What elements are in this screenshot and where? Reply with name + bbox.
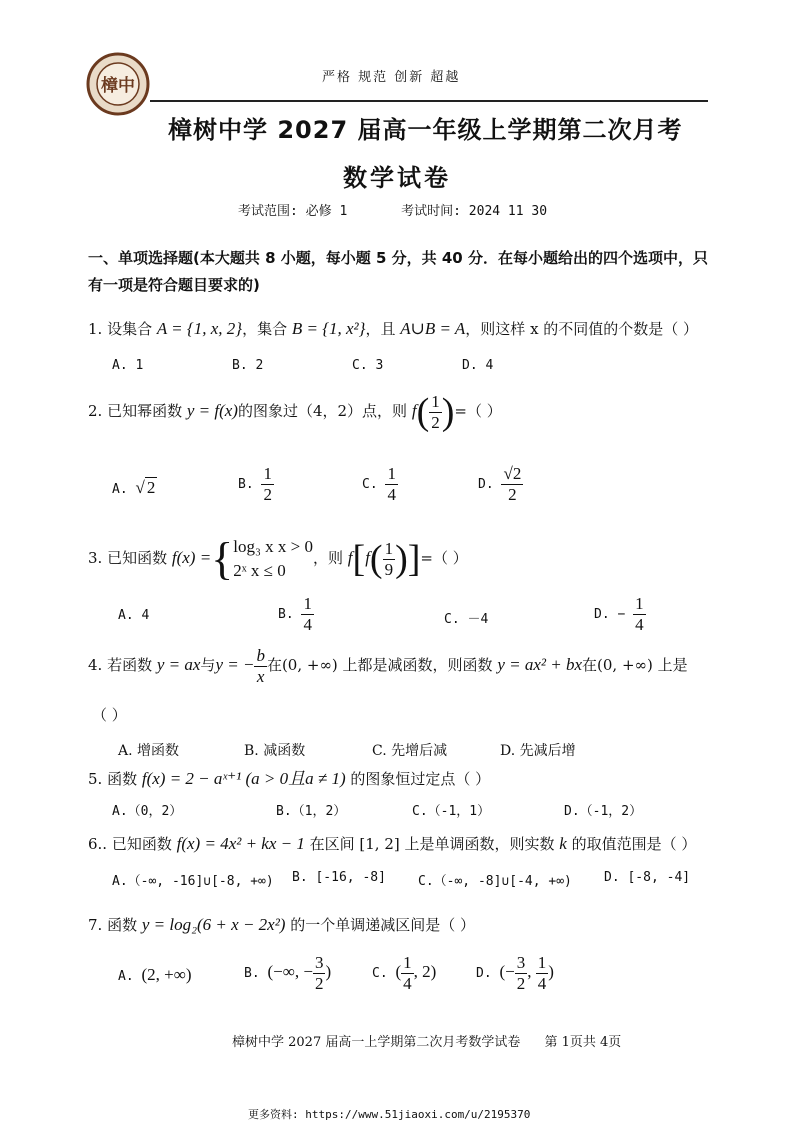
q5-tail: 的图象恒过定点（ ）	[345, 770, 491, 788]
q3-option-b-label: B.	[278, 607, 294, 622]
q3-func: f(x) =	[171, 548, 212, 567]
q3-fraction	[383, 539, 396, 580]
q3-option-d	[594, 594, 646, 635]
q7-option-c-num: 1	[403, 953, 412, 972]
q3-option-d-num: 1	[635, 594, 644, 613]
q6-option-a: A.（-∞, -16]∪[-8, +∞)	[112, 874, 274, 889]
q7-option-c	[372, 953, 436, 994]
q2-option-d-frac	[501, 464, 523, 505]
footer-page-number: 第 1页共 4页	[544, 1035, 622, 1050]
q2-option-b	[238, 464, 274, 505]
q3-brace: {	[211, 533, 234, 584]
q6-mid: 在区间 [1, 2] 上是单调函数，则实数	[304, 835, 560, 853]
exam-range: 考试范围: 必修 1	[238, 204, 348, 219]
q3-option-b-den: 4	[303, 615, 312, 634]
q5-option-c: C.（-1，1）	[412, 804, 491, 819]
q7-option-d-num-2: 1	[537, 953, 547, 972]
q1-option-d: D. 4	[462, 358, 494, 373]
q7-option-d-post: )	[548, 962, 554, 981]
q2-frac-num: 1	[431, 391, 440, 411]
q6-prefix: 6.. 已知函数	[88, 835, 177, 853]
q3-right-paren: )	[395, 538, 408, 580]
q7-option-b-pre: (−∞, −	[267, 962, 313, 981]
q7-tail: 的一个单调递减区间是（ ）	[285, 916, 476, 934]
header-rule	[150, 100, 708, 102]
q6-option-d: D. [-8, -4]	[604, 870, 691, 885]
q3-option-d-frac	[633, 594, 646, 635]
q7-option-d-frac-2	[536, 953, 549, 994]
q3-mid: ，则	[313, 549, 348, 567]
q2-option-d-label: D.	[478, 477, 494, 492]
section-heading: 一、单项选择题(本大题共 8 小题，每小题 5 分，共 40 分．在每小题给出的四个选项中，只有一项是符合题目要求的)	[88, 249, 708, 294]
q4-func-2-pre: y = −	[215, 655, 255, 674]
q7-option-b-num: 3	[314, 953, 324, 972]
q4-tail: 在(0, +∞) 上是	[582, 656, 688, 674]
q7-option-b	[244, 953, 331, 994]
q1-set-a: A = {1, x, 2}	[156, 319, 243, 338]
q7-option-b-post: )	[325, 962, 332, 981]
q4-func-2-den: x	[256, 666, 265, 686]
q5-func: f(x) = 2 − aˣ⁺¹ (a > 0且a ≠ 1)	[141, 769, 346, 788]
page-footer	[232, 1031, 621, 1050]
footer-title: 樟树中学 2027 届高一上学期第二次月考数学试卷	[232, 1035, 521, 1050]
q4-answer-paren: （ ）	[92, 706, 127, 724]
q7-func: y = log₂(6 + x − 2x²)	[141, 915, 286, 934]
q2-option-c-den: 4	[387, 485, 396, 504]
q7-option-c-den: 4	[403, 974, 412, 993]
q7-option-d-num-1: 3	[516, 953, 526, 972]
q3-right-bracket: ]	[407, 538, 421, 580]
q3-option-b-num: 1	[303, 594, 312, 613]
q3-piecewise	[233, 535, 313, 583]
q2-prefix: 2. 已知幂函数	[88, 402, 187, 420]
question-7	[88, 914, 475, 935]
q3-option-b	[278, 594, 314, 635]
q7-option-d-pre: (−	[499, 962, 515, 981]
q7-option-c-post: , 2)	[413, 962, 437, 981]
q2-option-c	[362, 464, 398, 505]
q2-option-c-label: C.	[362, 477, 378, 492]
q2-func: y = f(x)	[186, 401, 238, 420]
q7-option-d-den-2: 4	[537, 974, 547, 993]
q7-option-d-label: D.	[476, 966, 492, 981]
q3-inner-f: f	[365, 548, 370, 567]
q1-option-a: A. 1	[112, 358, 144, 373]
q2-option-c-num: 1	[387, 464, 396, 483]
q2-left-paren: (	[416, 391, 430, 433]
question-6	[88, 833, 696, 854]
q2-option-d-num: √2	[503, 464, 522, 483]
q1-option-b: B. 2	[232, 358, 264, 373]
q2-option-a	[112, 468, 157, 510]
question-3	[88, 528, 468, 589]
q4-option-d: D. 先减后增	[500, 743, 576, 759]
q2-option-b-frac	[261, 464, 274, 505]
q2-option-c-frac	[385, 464, 398, 505]
q3-frac-den: 9	[384, 559, 394, 579]
q4-func-2-frac	[254, 646, 267, 687]
q6-k: k	[559, 834, 567, 853]
q7-option-a-label: A.	[118, 969, 134, 984]
q7-option-c-frac	[401, 953, 414, 994]
q1-union: A∪B = A	[400, 319, 466, 338]
q3-left-paren: (	[369, 538, 383, 580]
q1-set-b: B = {1, x²}	[291, 319, 366, 338]
q7-option-a	[118, 955, 192, 997]
q7-option-d-frac-1	[515, 953, 528, 994]
q2-option-b-den: 2	[263, 485, 272, 504]
q2-option-d	[478, 464, 523, 505]
q1-prefix: 1. 设集合	[88, 320, 157, 338]
q3-outer-f: f	[347, 548, 353, 567]
q4-func-1: y = ax	[156, 655, 201, 674]
q2-f: f	[411, 401, 417, 420]
question-1	[88, 318, 698, 339]
q7-option-d-mid: ,	[527, 962, 536, 981]
q4-option-b: B. 减函数	[244, 743, 306, 759]
q2-right-paren: )	[441, 391, 455, 433]
resource-link[interactable]: 更多资料: https://www.51jiaoxi.com/u/2195370	[248, 1108, 531, 1121]
q2-option-a-label: A.	[112, 482, 128, 497]
q2-frac-den: 2	[431, 412, 440, 432]
q5-option-b: B.（1，2）	[276, 804, 347, 819]
question-4	[88, 642, 688, 688]
q3-option-d-label: D. −	[594, 607, 626, 622]
q3-piece-2: 2ˣ x ≤ 0	[233, 561, 286, 580]
q7-option-c-pre: (	[395, 962, 402, 981]
q3-option-c: C. －4	[444, 612, 489, 627]
q1-mid2: ，且	[365, 320, 401, 338]
q4-option-c: C. 先增后减	[372, 743, 448, 759]
q3-option-b-frac	[301, 594, 314, 635]
exam-time: 考试时间: 2024 11 30	[401, 204, 548, 219]
q7-prefix: 7. 函数	[88, 916, 142, 934]
q4-and: 与	[200, 656, 216, 674]
svg-text:樟中: 樟中	[101, 76, 135, 96]
q4-func-3: y = ax² + bx	[497, 655, 583, 674]
q2-option-b-label: B.	[238, 477, 254, 492]
school-logo	[86, 52, 150, 116]
q2-option-d-den: 2	[508, 485, 517, 504]
q7-option-d-den-1: 2	[516, 974, 526, 993]
q1-mid: ，集合	[242, 320, 292, 338]
q5-option-a: A.（0，2）	[112, 804, 183, 819]
school-motto: 严格 规范 创新 超越	[322, 70, 461, 85]
q2-fraction	[429, 392, 442, 433]
q7-option-b-den: 2	[314, 974, 324, 993]
q3-frac-num: 1	[384, 538, 394, 558]
q5-prefix: 5. 函数	[88, 770, 142, 788]
exam-info	[238, 200, 593, 219]
q3-option-d-den: 4	[635, 615, 644, 634]
q3-left-bracket: [	[352, 538, 366, 580]
q6-option-c: C.（-∞, -8]∪[-4, +∞)	[418, 874, 572, 889]
q6-func: f(x) = 4x² + kx − 1	[176, 834, 305, 853]
q4-func-2-num: b	[256, 645, 265, 665]
q1-option-c: C. 3	[352, 358, 384, 373]
q2-option-a-sqrt: √ 2	[135, 478, 156, 497]
exam-title: 樟树中学 2027 届高一年级上学期第二次月考	[168, 116, 683, 144]
q2-mid: 的图象过（4，2）点，则	[237, 402, 412, 420]
question-2	[88, 388, 502, 435]
exam-subtitle: 数学试卷	[343, 164, 451, 192]
q3-tail: =（ ）	[420, 549, 468, 567]
q7-option-d	[476, 953, 554, 994]
q3-prefix: 3. 已知函数	[88, 549, 172, 567]
q7-option-c-label: C.	[372, 966, 388, 981]
q4-condition: 在(0, +∞) 上都是减函数，则函数	[266, 656, 498, 674]
q7-option-a-value: (2, +∞)	[141, 965, 192, 984]
q6-option-b: B. [-16, -8]	[292, 870, 386, 885]
q2-tail: =（ ）	[454, 402, 502, 420]
q7-option-b-frac	[313, 953, 326, 994]
q5-option-d: D.（-1，2）	[564, 804, 643, 819]
q3-option-a: A. 4	[118, 608, 150, 623]
q3-piece-1: log₃ x x > 0	[233, 537, 314, 556]
q2-option-a-radicand: 2	[146, 478, 156, 497]
q4-option-a: A. 增函数	[118, 743, 180, 759]
q1-tail: ，则这样 x 的不同值的个数是（ ）	[465, 320, 699, 338]
q4-prefix: 4. 若函数	[88, 656, 157, 674]
q7-option-b-label: B.	[244, 966, 260, 981]
question-5	[88, 764, 490, 789]
q2-option-b-num: 1	[263, 464, 272, 483]
q6-tail: 的取值范围是（ ）	[566, 835, 697, 853]
